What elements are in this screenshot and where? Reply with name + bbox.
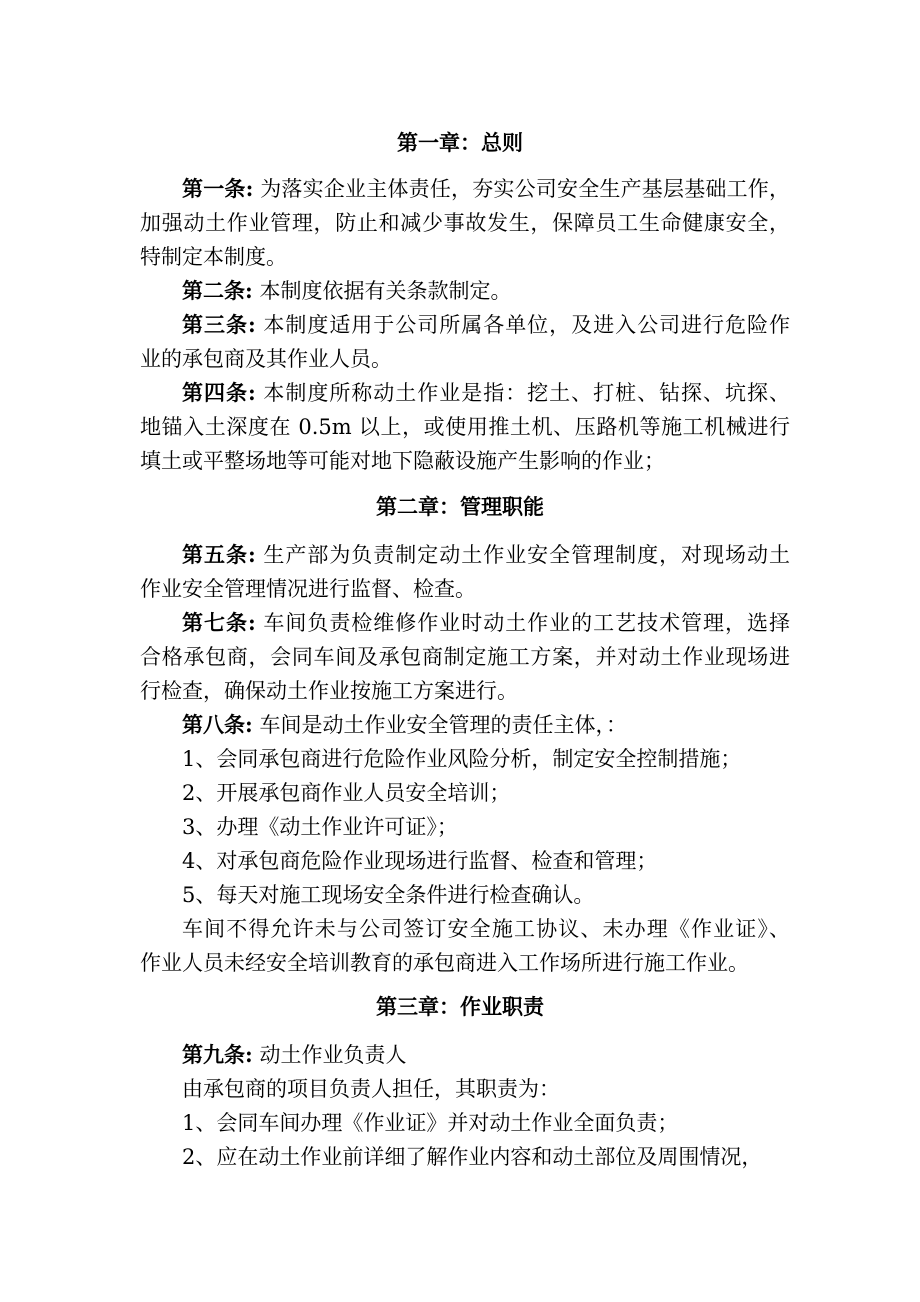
article-line bbox=[182, 310, 790, 340]
list-item: 5、每天对施工现场安全条件进行检查确认。 bbox=[182, 883, 595, 907]
article-label: 第七条: bbox=[182, 610, 256, 635]
article-label: 第三条: bbox=[182, 312, 256, 337]
article-line: 特制定本制度。 bbox=[140, 245, 287, 269]
article-text: 本制度依据有关条款制定。 bbox=[259, 279, 512, 303]
chapter-heading: 第一章：总则 bbox=[397, 131, 523, 155]
article-line bbox=[182, 608, 790, 638]
article-line: 加强动土作业管理，防止和减少事故发生，保障员工生命健康安全， bbox=[140, 211, 790, 235]
list-item: 2、开展承包商作业人员安全培训； bbox=[182, 781, 511, 805]
article-line bbox=[182, 1040, 406, 1070]
list-item: 2、应在动土作业前详细了解作业内容和动土部位及周围情况， bbox=[182, 1145, 763, 1169]
article-line: 合格承包商，会同车间及承包商制定施工方案，并对动土作业现场进 bbox=[140, 645, 790, 669]
chapter-heading: 第二章：管理职能 bbox=[376, 495, 544, 519]
article-line bbox=[182, 540, 790, 570]
article-note-line: 作业人员未经安全培训教育的承包商进入工作场所进行施工作业。 bbox=[140, 951, 749, 975]
article-line: 行检查，确保动土作业按施工方案进行。 bbox=[140, 679, 518, 703]
article-text: 车间负责检维修作业时动土作业的工艺技术管理，选择 bbox=[263, 611, 790, 635]
article-text: 本制度适用于公司所属各单位，及进入公司进行危险作 bbox=[263, 313, 790, 337]
article-text: 动土作业负责人 bbox=[259, 1043, 407, 1067]
article-line: 地锚入土深度在 0.5m 以上，或使用推土机、压路机等施工机械进行 bbox=[140, 415, 790, 439]
article-line bbox=[182, 710, 627, 740]
article-line bbox=[182, 276, 511, 306]
article-text: 生产部为负责制定动土作业安全管理制度，对现场动土 bbox=[263, 543, 790, 567]
article-text: 为落实企业主体责任，夯实公司安全生产基层基础工作， bbox=[260, 177, 790, 201]
chapter-heading: 第三章：作业职责 bbox=[376, 995, 544, 1019]
article-line bbox=[182, 174, 790, 204]
article-line: 业的承包商及其作业人员。 bbox=[140, 347, 392, 371]
article-line bbox=[182, 378, 790, 408]
article-label: 第四条: bbox=[182, 380, 256, 405]
list-item: 1、会同车间办理《作业证》并对动土作业全面负责； bbox=[182, 1111, 679, 1135]
article-label: 第五条: bbox=[182, 542, 256, 567]
article-label: 第一条: bbox=[182, 176, 254, 201]
article-text: 车间是动土作业安全管理的责任主体，： bbox=[259, 713, 627, 737]
article-label: 第八条: bbox=[182, 712, 253, 737]
article-line: 作业安全管理情况进行监督、检查。 bbox=[140, 577, 476, 601]
list-item: 1、会同承包商进行危险作业风险分析，制定安全控制措施； bbox=[182, 747, 742, 771]
list-item: 4、对承包商危险作业现场进行监督、检查和管理； bbox=[182, 849, 658, 873]
list-item: 3、办理《动土作业许可证》； bbox=[182, 815, 458, 839]
article-label: 第二条: bbox=[182, 278, 253, 303]
article-intro: 由承包商的项目负责人担任，其职责为： bbox=[182, 1077, 560, 1101]
article-label: 第九条: bbox=[182, 1042, 253, 1067]
article-line: 填土或平整场地等可能对地下隐蔽设施产生影响的作业； bbox=[140, 449, 665, 473]
article-text: 本制度所称动土作业是指：挖土、打桩、钻探、坑探、 bbox=[263, 381, 790, 405]
article-note-line: 车间不得允许未与公司签订安全施工协议、未办理《作业证》、 bbox=[182, 917, 790, 941]
